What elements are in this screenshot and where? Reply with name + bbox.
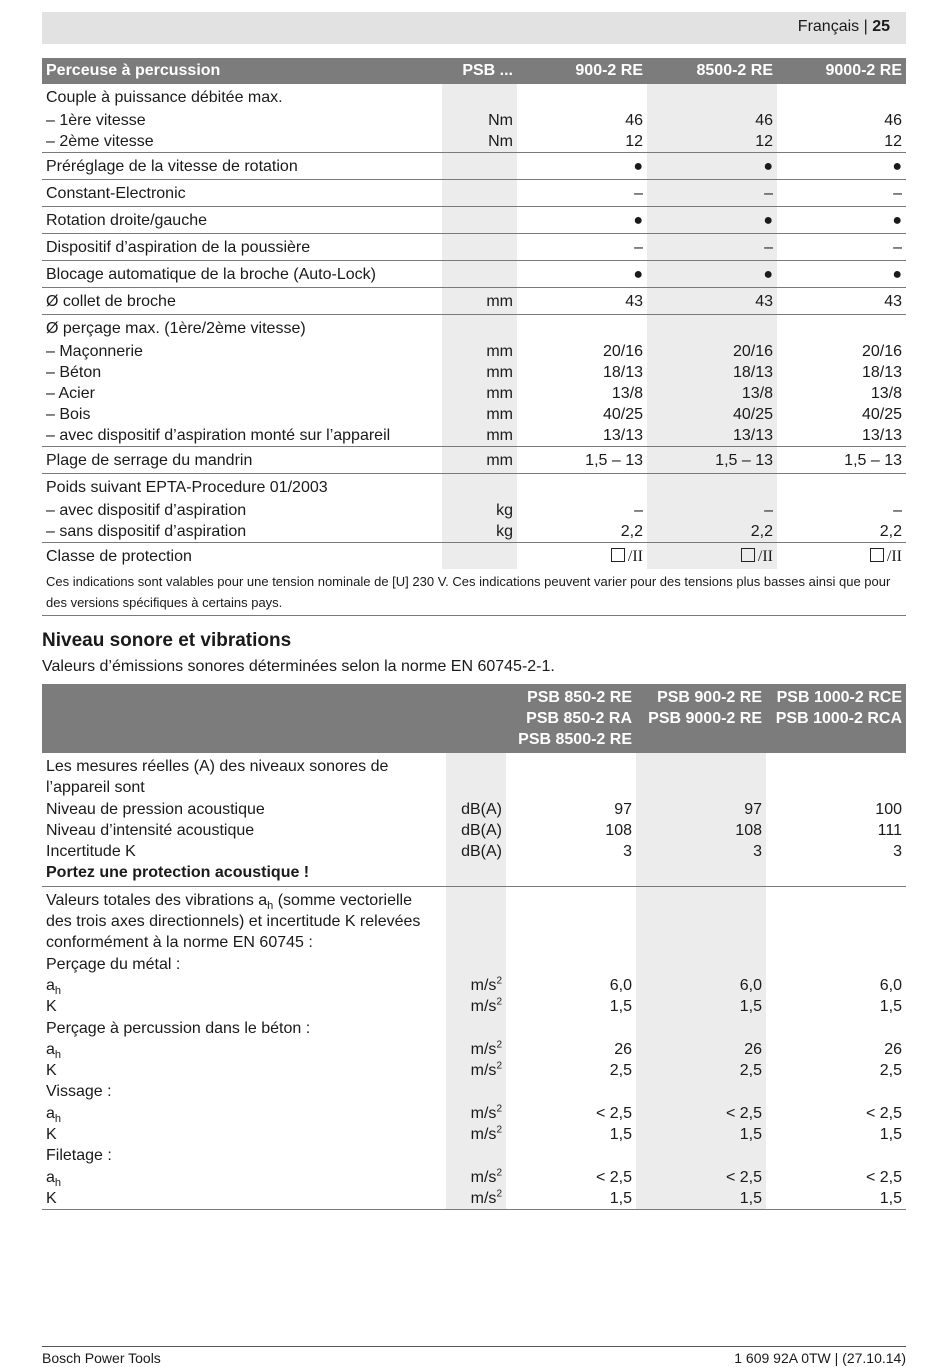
group-title: Perçage à percussion dans le béton : bbox=[46, 1019, 311, 1037]
row-unit bbox=[442, 261, 517, 288]
cell-value: 1,5 bbox=[636, 1124, 766, 1145]
cell-value: – bbox=[777, 180, 906, 207]
cell-value: 13/8 bbox=[611, 385, 643, 402]
protection-class-text: /II bbox=[886, 548, 902, 565]
table-row bbox=[42, 820, 906, 841]
cell-value: < 2,5 bbox=[595, 1168, 632, 1186]
cell-value: 1,5 – 13 bbox=[647, 447, 777, 474]
cell-value: < 2,5 bbox=[595, 1104, 632, 1122]
row-unit bbox=[442, 234, 517, 261]
model-label: PSB 900-2 RE bbox=[657, 689, 762, 706]
row-label: Constant-Electronic bbox=[42, 180, 442, 207]
row-label: – sans dispositif d’aspiration bbox=[42, 521, 442, 543]
subscript-h: h bbox=[267, 899, 274, 912]
cell-value: 3 bbox=[636, 841, 766, 862]
row-label: – 2ème vitesse bbox=[42, 131, 442, 153]
col-header: 900-2 RE bbox=[517, 58, 647, 84]
model-label: PSB 850-2 RE bbox=[527, 689, 632, 706]
cell-value: 12 bbox=[777, 131, 906, 153]
row-label: Les mesures réelles (A) des niveaux sonores de l’appareil sont bbox=[46, 758, 389, 797]
cell-value: < 2,5 bbox=[636, 1103, 766, 1124]
ah-label: a bbox=[46, 1040, 55, 1058]
table-row bbox=[42, 261, 906, 288]
table-row bbox=[42, 383, 906, 404]
cell-value: 1,5 – 13 bbox=[517, 447, 647, 474]
table-row bbox=[42, 975, 906, 996]
document-page bbox=[42, 12, 906, 1210]
row-unit: mm bbox=[442, 404, 517, 425]
cell-value: 43 bbox=[517, 288, 647, 315]
cell-value: 26 bbox=[614, 1040, 632, 1058]
col-header: PSB ... bbox=[442, 58, 517, 84]
row-label: Dispositif d’aspiration de la poussière bbox=[42, 234, 442, 261]
group-title: Filetage : bbox=[46, 1147, 112, 1165]
cell-value: 1,5 bbox=[879, 998, 902, 1016]
cell-value: 46 bbox=[884, 112, 902, 129]
row-unit bbox=[442, 153, 517, 180]
ah-label: a bbox=[46, 1104, 55, 1122]
table-row bbox=[42, 131, 906, 153]
vibration-intro-text: (somme vectorielle des trois axes directionnels) et incertitude K relevées conformément à la norme EN 60745 : bbox=[46, 891, 421, 952]
cell-value: 2,5 bbox=[636, 1060, 766, 1081]
row-unit: dB(A) bbox=[446, 841, 506, 862]
table-row bbox=[42, 799, 906, 820]
cell-value: ● bbox=[647, 153, 777, 180]
model-label: PSB 9000-2 RE bbox=[648, 710, 762, 727]
row-label: – avec dispositif d’aspiration monté sur l’appareil bbox=[42, 425, 442, 447]
cell-value: 2,5 bbox=[879, 1062, 902, 1080]
row-unit bbox=[442, 207, 517, 234]
cell-value: 20/16 bbox=[647, 341, 777, 362]
table-row bbox=[42, 1188, 906, 1210]
specs-table bbox=[42, 58, 906, 569]
language-label: Français bbox=[797, 18, 860, 35]
cell-value: < 2,5 bbox=[865, 1168, 902, 1186]
vibration-intro-text: Valeurs totales des vibrations a bbox=[46, 891, 268, 909]
cell-value: 1,5 bbox=[506, 1188, 636, 1210]
cell-value: 13/13 bbox=[777, 425, 906, 447]
cell-value: ● bbox=[517, 207, 647, 234]
section-title: Niveau sonore et vibrations bbox=[42, 630, 292, 651]
table-row bbox=[42, 404, 906, 425]
row-label: K bbox=[46, 998, 57, 1016]
cell-value bbox=[517, 543, 647, 570]
row-unit bbox=[446, 1124, 506, 1145]
table-row bbox=[42, 207, 906, 234]
unit-text: m/s bbox=[470, 1168, 497, 1186]
cell-value: 6,0 bbox=[636, 975, 766, 996]
table-row bbox=[42, 447, 906, 474]
protection-class-text: /II bbox=[627, 548, 643, 565]
table-row bbox=[42, 315, 906, 342]
row-unit bbox=[446, 975, 506, 996]
row-label bbox=[42, 1103, 446, 1124]
cell-value: 1,5 bbox=[879, 1126, 902, 1144]
table-row bbox=[42, 341, 906, 362]
table-row bbox=[42, 474, 906, 501]
row-label: – Béton bbox=[46, 364, 102, 381]
cell-value: ● bbox=[777, 153, 906, 180]
noise-vibration-table bbox=[42, 684, 906, 1210]
cell-value: ● bbox=[647, 261, 777, 288]
col-header: Perceuse à percussion bbox=[42, 58, 442, 84]
col-header: 9000-2 RE bbox=[777, 58, 906, 84]
row-unit: Nm bbox=[442, 110, 517, 131]
cell-value: 18/13 bbox=[602, 364, 643, 381]
row-label: – Bois bbox=[46, 406, 91, 423]
table-row bbox=[42, 288, 906, 315]
cell-value: 1,5 bbox=[609, 998, 632, 1016]
row-label: Couple à puissance débitée max. bbox=[46, 89, 283, 106]
table-row bbox=[42, 521, 906, 543]
cell-value: 20/16 bbox=[602, 343, 643, 360]
cell-value: 40/25 bbox=[647, 404, 777, 425]
row-unit bbox=[446, 996, 506, 1017]
cell-value: – bbox=[777, 234, 906, 261]
cell-value: 20/16 bbox=[861, 343, 902, 360]
row-unit: mm bbox=[442, 288, 517, 315]
unit-text: m/s bbox=[470, 1062, 497, 1080]
subscript-h: h bbox=[54, 1176, 62, 1189]
specs-header-row bbox=[42, 58, 906, 84]
table-row bbox=[42, 886, 906, 953]
cell-value: – bbox=[647, 180, 777, 207]
row-label: K bbox=[46, 1062, 57, 1080]
row-label: – 1ère vitesse bbox=[46, 112, 146, 129]
cell-value: 12 bbox=[517, 131, 647, 153]
cell-value: ● bbox=[517, 261, 647, 288]
row-label: Blocage automatique de la broche (Auto-Lock) bbox=[42, 261, 442, 288]
unit-text: m/s bbox=[470, 1040, 497, 1058]
table-row bbox=[42, 862, 906, 886]
cell-value: 13/13 bbox=[647, 425, 777, 447]
table-row bbox=[42, 1081, 906, 1102]
cell-value: 26 bbox=[636, 1039, 766, 1060]
superscript-2: 2 bbox=[496, 996, 502, 1008]
row-unit: mm bbox=[442, 341, 517, 362]
cell-value bbox=[647, 543, 777, 570]
cell-value: 6,0 bbox=[879, 976, 902, 994]
row-label: K bbox=[42, 1188, 446, 1210]
cell-value: – bbox=[647, 500, 777, 521]
table-row bbox=[42, 954, 906, 975]
cell-value: 2,2 bbox=[517, 521, 647, 543]
superscript-2: 2 bbox=[496, 1060, 502, 1072]
cell-value: 97 bbox=[636, 799, 766, 820]
table-row bbox=[42, 1018, 906, 1039]
table-row bbox=[42, 500, 906, 521]
section-subtitle: Valeurs d’émissions sonores déterminées selon la norme EN 60745-2-1. bbox=[42, 658, 555, 675]
cell-value: 1,5 bbox=[636, 996, 766, 1017]
row-label bbox=[42, 975, 446, 996]
cell-value: 18/13 bbox=[647, 362, 777, 383]
cell-value: 13/8 bbox=[870, 385, 902, 402]
row-unit bbox=[446, 1103, 506, 1124]
cell-value: 1,5 bbox=[766, 1188, 906, 1210]
table-row bbox=[42, 543, 906, 570]
cell-value: – bbox=[647, 234, 777, 261]
protection-class-square-icon bbox=[611, 548, 625, 562]
cell-value: 13/8 bbox=[647, 383, 777, 404]
row-label: Plage de serrage du mandrin bbox=[42, 447, 442, 474]
unit-text: m/s bbox=[470, 1104, 497, 1122]
cell-value: ● bbox=[517, 153, 647, 180]
row-unit bbox=[442, 543, 517, 570]
table-row bbox=[42, 1124, 906, 1145]
cell-value: 97 bbox=[614, 800, 632, 818]
cell-value: 1,5 bbox=[636, 1188, 766, 1210]
cell-value: ● bbox=[647, 207, 777, 234]
ah-label: a bbox=[46, 976, 55, 994]
row-label: Incertitude K bbox=[46, 843, 136, 861]
cell-value: 40/25 bbox=[602, 406, 643, 423]
row-label: – avec dispositif d’aspiration bbox=[46, 502, 247, 519]
cell-value: 2,2 bbox=[647, 521, 777, 543]
row-label: Ø perçage max. (1ère/2ème vitesse) bbox=[46, 320, 306, 337]
row-unit bbox=[446, 1060, 506, 1081]
ah-label: a bbox=[46, 1168, 55, 1186]
cell-value: 12 bbox=[647, 131, 777, 153]
table-row bbox=[42, 153, 906, 180]
unit-text: m/s bbox=[470, 998, 497, 1016]
row-label: Classe de protection bbox=[46, 548, 192, 565]
unit-text: m/s bbox=[470, 1126, 497, 1144]
model-label: PSB 8500-2 RE bbox=[518, 731, 632, 748]
table-row bbox=[42, 1103, 906, 1124]
cell-value: – bbox=[517, 234, 647, 261]
table-row bbox=[42, 841, 906, 862]
cell-value: 108 bbox=[605, 821, 632, 839]
page-footer bbox=[42, 1346, 906, 1366]
cell-value: – bbox=[634, 502, 643, 519]
row-label: Ø collet de broche bbox=[42, 288, 442, 315]
cell-value: < 2,5 bbox=[865, 1104, 902, 1122]
cell-value: 13/13 bbox=[517, 425, 647, 447]
superscript-2: 2 bbox=[496, 1188, 502, 1200]
row-unit: mm bbox=[442, 362, 517, 383]
subscript-h: h bbox=[54, 1049, 62, 1062]
cell-value bbox=[777, 543, 906, 570]
group-title: Perçage du métal : bbox=[46, 955, 181, 973]
cell-value: 18/13 bbox=[861, 364, 902, 381]
page-language-number: Français | 25 bbox=[797, 18, 890, 35]
page-number: 25 bbox=[872, 18, 890, 35]
cell-value: 2,5 bbox=[609, 1062, 632, 1080]
row-unit bbox=[446, 1039, 506, 1060]
col-header: 8500-2 RE bbox=[647, 58, 777, 84]
col-header bbox=[636, 684, 766, 753]
page-header bbox=[42, 12, 906, 44]
col-header bbox=[506, 684, 636, 753]
row-label: Rotation droite/gauche bbox=[42, 207, 442, 234]
cell-value: 26 bbox=[884, 1040, 902, 1058]
row-unit bbox=[446, 1188, 506, 1210]
table-row bbox=[42, 996, 906, 1017]
group-title: Vissage : bbox=[46, 1083, 112, 1101]
protection-class-square-icon bbox=[741, 548, 755, 562]
superscript-2: 2 bbox=[496, 1039, 502, 1051]
model-label: PSB 1000-2 RCA bbox=[775, 710, 902, 727]
row-label: – Acier bbox=[46, 385, 95, 402]
cell-value: 108 bbox=[636, 820, 766, 841]
cell-value: – bbox=[517, 180, 647, 207]
cell-value: 43 bbox=[647, 288, 777, 315]
cell-value: ● bbox=[777, 261, 906, 288]
unit-text: m/s bbox=[470, 976, 497, 994]
table-footnote: Ces indications sont valables pour une tension nominale de [U] 230 V. Ces indications peuvent varier pour des tensions plus basses ainsi que pour des versions spécifiques à certains pays. bbox=[42, 569, 906, 616]
vibration-intro bbox=[42, 886, 446, 953]
table-row bbox=[42, 1060, 906, 1081]
col-header bbox=[766, 684, 906, 753]
cell-value: 1,5 bbox=[609, 1126, 632, 1144]
superscript-2: 2 bbox=[496, 975, 502, 987]
protection-class-square-icon bbox=[870, 548, 884, 562]
row-unit: mm bbox=[442, 383, 517, 404]
row-unit: mm bbox=[442, 425, 517, 447]
cell-value: < 2,5 bbox=[636, 1167, 766, 1188]
row-label: Niveau de pression acoustique bbox=[46, 800, 265, 818]
unit-text: m/s bbox=[470, 1189, 497, 1207]
row-unit bbox=[442, 180, 517, 207]
subscript-h: h bbox=[54, 985, 62, 998]
table-row bbox=[42, 425, 906, 447]
row-unit: dB(A) bbox=[446, 799, 506, 820]
model-label: PSB 850-2 RA bbox=[526, 710, 632, 727]
superscript-2: 2 bbox=[496, 1103, 502, 1115]
table-row bbox=[42, 180, 906, 207]
cell-value: 100 bbox=[875, 800, 902, 818]
cell-value: 46 bbox=[625, 112, 643, 129]
cell-value: 46 bbox=[647, 110, 777, 131]
cell-value: 40/25 bbox=[861, 406, 902, 423]
cell-value: 3 bbox=[893, 843, 902, 861]
row-unit: mm bbox=[442, 447, 517, 474]
table-row bbox=[42, 753, 906, 799]
table-row bbox=[42, 110, 906, 131]
footer-doc-number: 1 609 92A 0TW | (27.10.14) bbox=[734, 1350, 906, 1366]
table-row bbox=[42, 84, 906, 110]
footer-brand: Bosch Power Tools bbox=[42, 1350, 161, 1366]
hearing-protection-warning: Portez une protection acoustique ! bbox=[42, 862, 446, 886]
row-unit: Nm bbox=[442, 131, 517, 153]
cell-value: – bbox=[893, 502, 902, 519]
cell-value: 3 bbox=[623, 843, 632, 861]
row-label: – Maçonnerie bbox=[46, 343, 143, 360]
row-label: Poids suivant EPTA-Procedure 01/2003 bbox=[46, 479, 328, 496]
cell-value: 111 bbox=[877, 821, 902, 839]
row-label bbox=[42, 1039, 446, 1060]
cell-value: 1,5 – 13 bbox=[777, 447, 906, 474]
row-unit: kg bbox=[442, 500, 517, 521]
cell-value: 6,0 bbox=[609, 976, 632, 994]
row-label bbox=[42, 1167, 446, 1188]
table-row bbox=[42, 234, 906, 261]
noise-header-row bbox=[42, 684, 906, 753]
protection-class-text: /II bbox=[757, 548, 773, 565]
row-label: Préréglage de la vitesse de rotation bbox=[42, 153, 442, 180]
row-unit: dB(A) bbox=[446, 820, 506, 841]
row-unit: kg bbox=[442, 521, 517, 543]
cell-value: ● bbox=[777, 207, 906, 234]
superscript-2: 2 bbox=[496, 1124, 502, 1136]
table-row bbox=[42, 362, 906, 383]
table-row bbox=[42, 1167, 906, 1188]
row-label: Niveau d’intensité acoustique bbox=[46, 821, 255, 839]
cell-value: 2,2 bbox=[777, 521, 906, 543]
row-unit bbox=[446, 1167, 506, 1188]
cell-value: 43 bbox=[777, 288, 906, 315]
row-label: K bbox=[46, 1126, 57, 1144]
table-row bbox=[42, 1039, 906, 1060]
model-label: PSB 1000-2 RCE bbox=[776, 689, 902, 706]
table-row bbox=[42, 1145, 906, 1166]
subscript-h: h bbox=[54, 1112, 62, 1125]
superscript-2: 2 bbox=[496, 1167, 502, 1179]
